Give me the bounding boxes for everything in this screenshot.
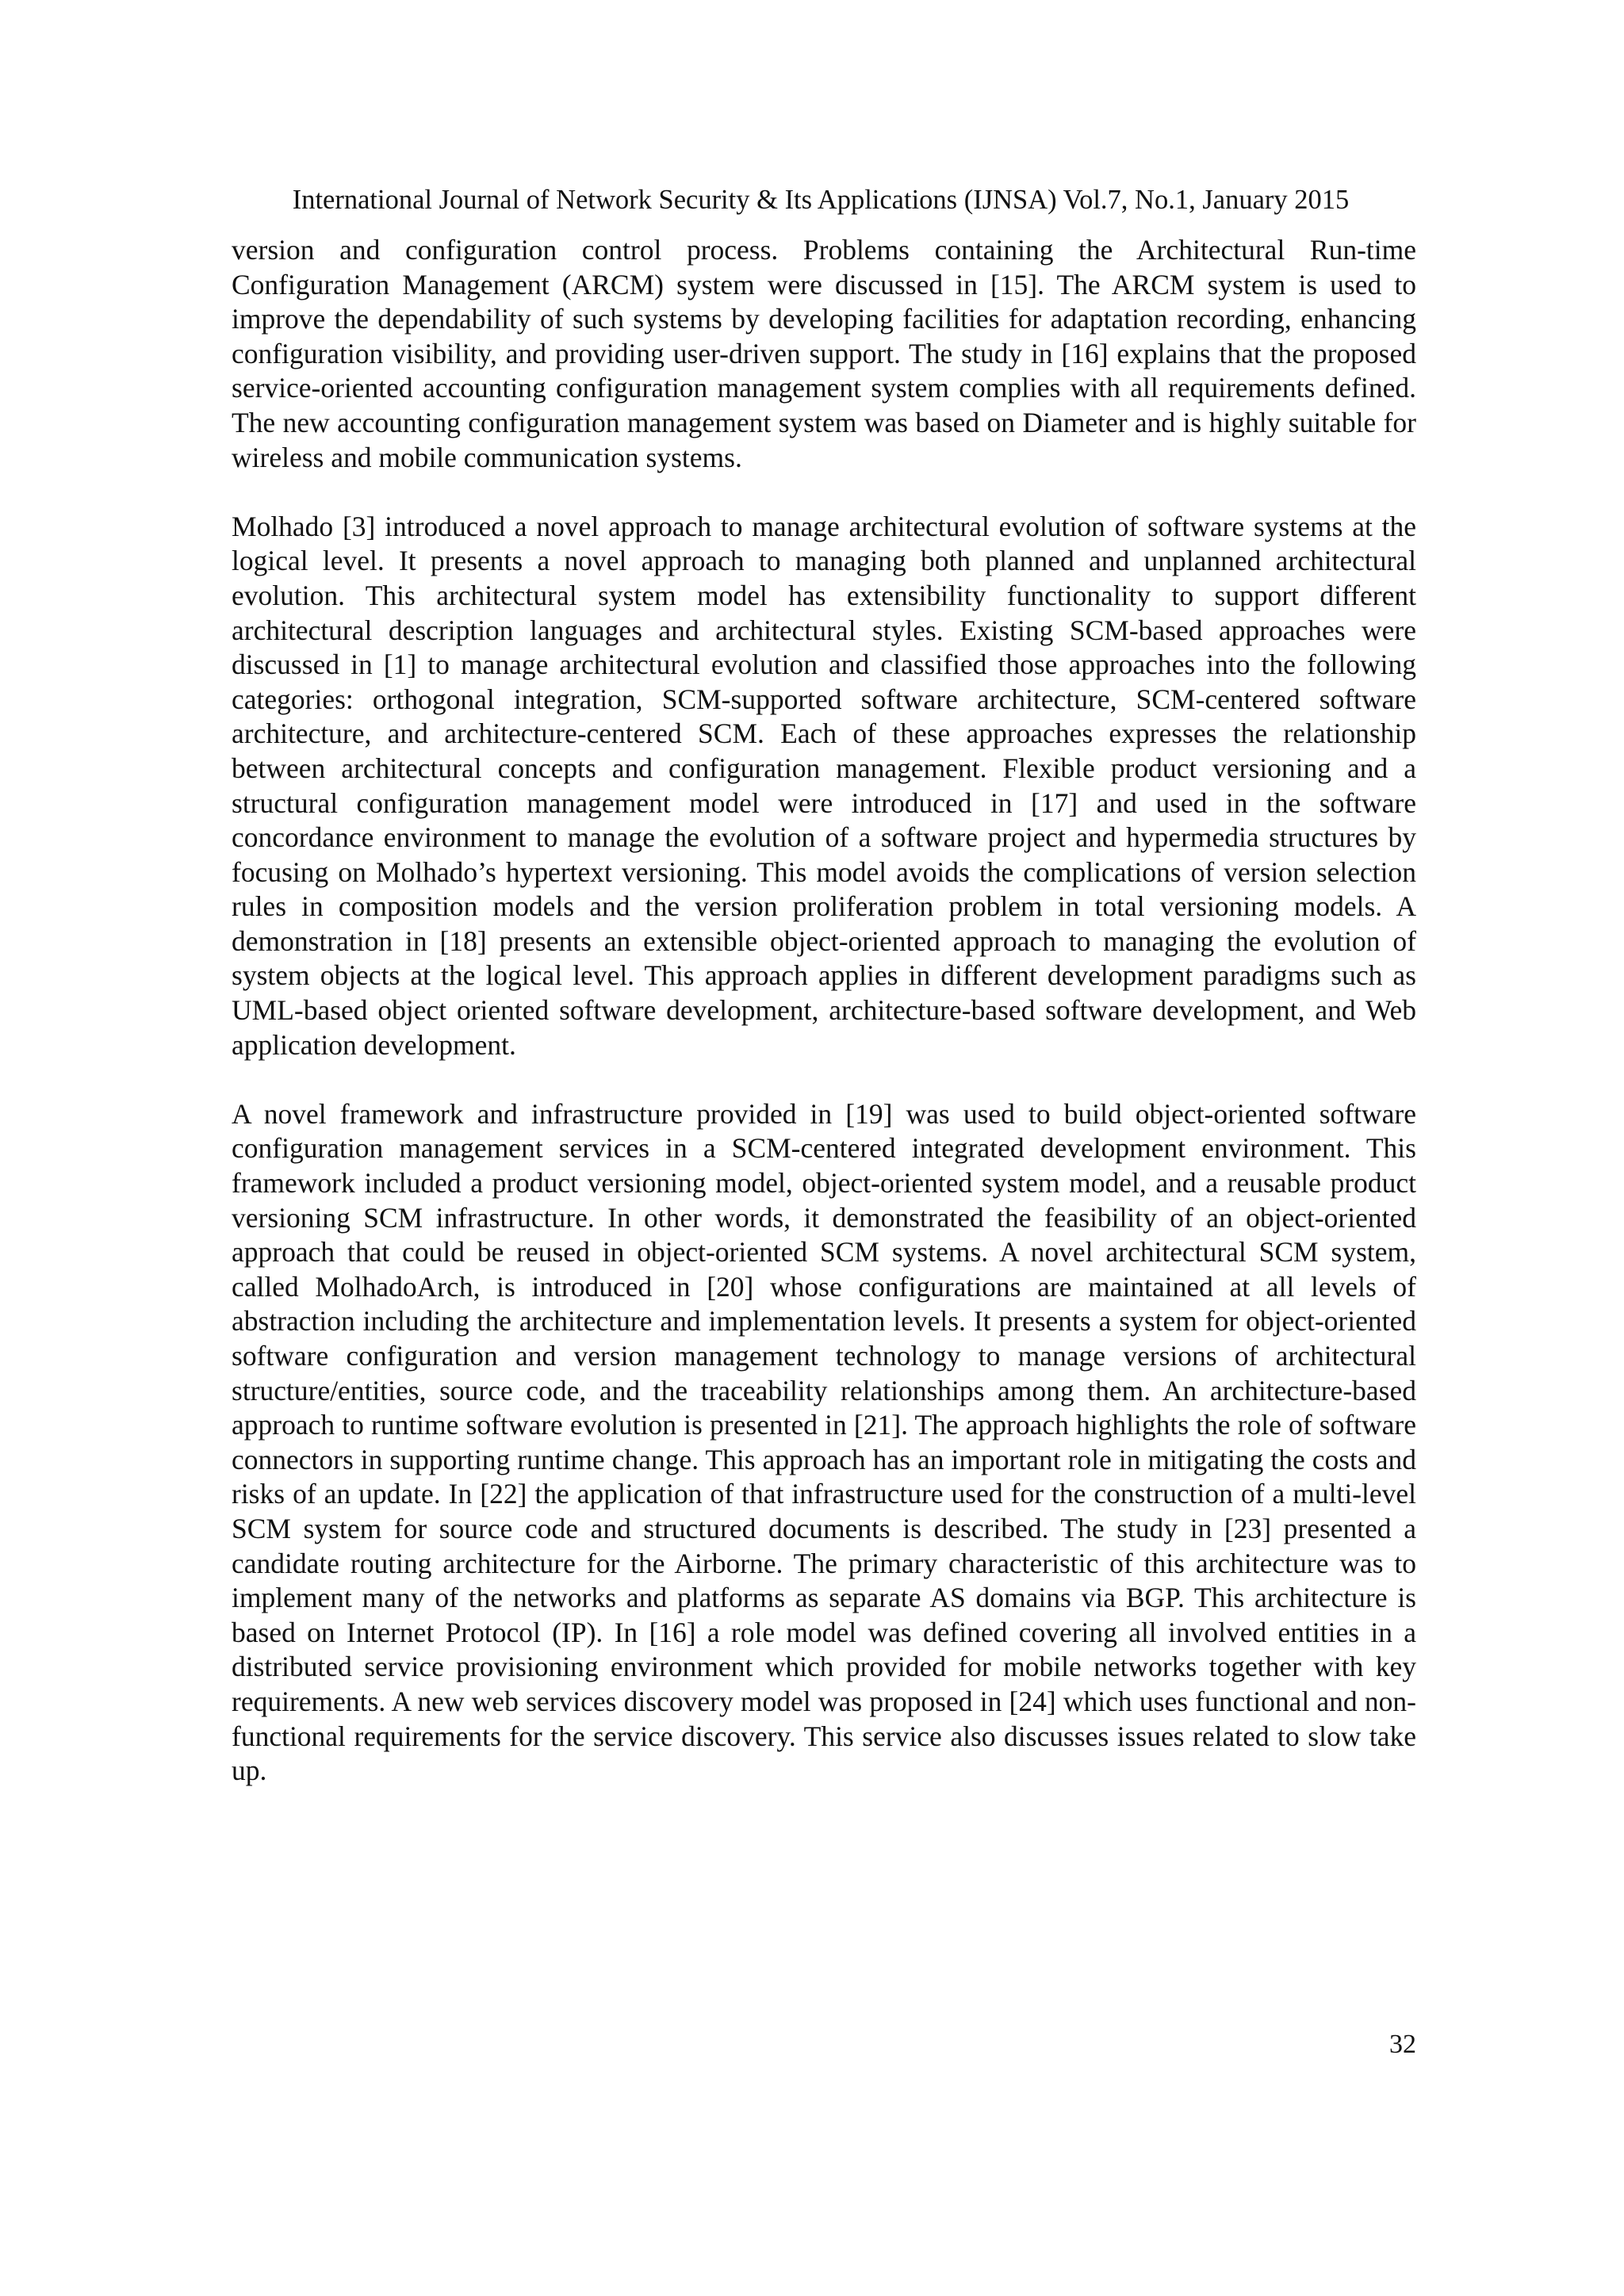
page-number: 32 <box>1389 2030 1416 2059</box>
paragraph-2: Molhado [3] introduced a novel approach to manage architectural evolution of software systems at the logical level. It presents a novel approach to managing both planned and unplanned architectural evolution. This architectural system model has extensibility functionality to support different architectural description languages and architectural styles. Existing SCM-based approaches were discussed in [1] to manage architectural evolution and classified those approaches into the following categories: orthogonal integration, SCM-supported software architecture, SCM-centered software architecture, and architecture-centered SCM. Each of these approaches expresses the relationship between architectural concepts and configuration management. Flexible product versioning and a structural configuration management model were introduced in [17] and used in the software concordance environment to manage the evolution of a software project and hypermedia structures by focusing on Molhado’s hypertext versioning. This model avoids the complications of version selection rules in composition models and the version proliferation problem in total versioning models. A demonstration in [18] presents an extensible object-oriented approach to managing the evolution of system objects at the logical level. This approach applies in different development paradigms such as UML-based object oriented software development, architecture-based software development, and Web application development. <box>232 510 1416 1061</box>
paragraph-1: version and configuration control process. Problems containing the Architectural Run-time Configuration Management (ARCM) system were discussed in [15]. The ARCM system is used to improve the dependability of such systems by developing facilities for adaptation recording, enhancing configuration visibility, and providing user-driven support. The study in [16] explains that the proposed service-oriented accounting configuration management system complies with all requirements defined. The new accounting configuration management system was based on Diameter and is highly suitable for wireless and mobile communication systems. <box>232 234 1416 473</box>
body-text <box>232 233 1416 1823</box>
running-header: International Journal of Network Security & Its Applications (IJNSA) Vol.7, No.1, January 2015 <box>292 185 1350 215</box>
paragraph-3: A novel framework and infrastructure provided in [19] was used to build object-oriented software configuration management services in a SCM-centered integrated development environment. This framework included a product versioning model, object-oriented system model, and a reusable product versioning SCM infrastructure. In other words, it demonstrated the feasibility of an object-oriented approach that could be reused in object-oriented SCM systems. A novel architectural SCM system, called MolhadoArch, is introduced in [20] whose configurations are maintained at all levels of abstraction including the architecture and implementation levels. It presents a system for object-oriented software configuration and version management technology to manage versions of architectural structure/entities, source code, and the traceability relationships among them. An architecture-based approach to runtime software evolution is presented in [21]. The approach highlights the role of software connectors in supporting runtime change. This approach has an important role in mitigating the costs and risks of an update. In [22] the application of that infrastructure used for the construction of a multi-level SCM system for source code and structured documents is described. The study in [23] presented a candidate routing architecture for the Airborne. The primary characteristic of this architecture was to implement many of the networks and platforms as separate AS domains via BGP. This architecture is based on Internet Protocol (IP). In [16] a role model was defined covering all involved entities in a distributed service provisioning environment which provided for mobile networks together with key requirements. A new web services discovery model was proposed in [24] which uses functional and non-functional requirements for the service discovery. This service also discusses issues related to slow take up. <box>232 1097 1416 1787</box>
